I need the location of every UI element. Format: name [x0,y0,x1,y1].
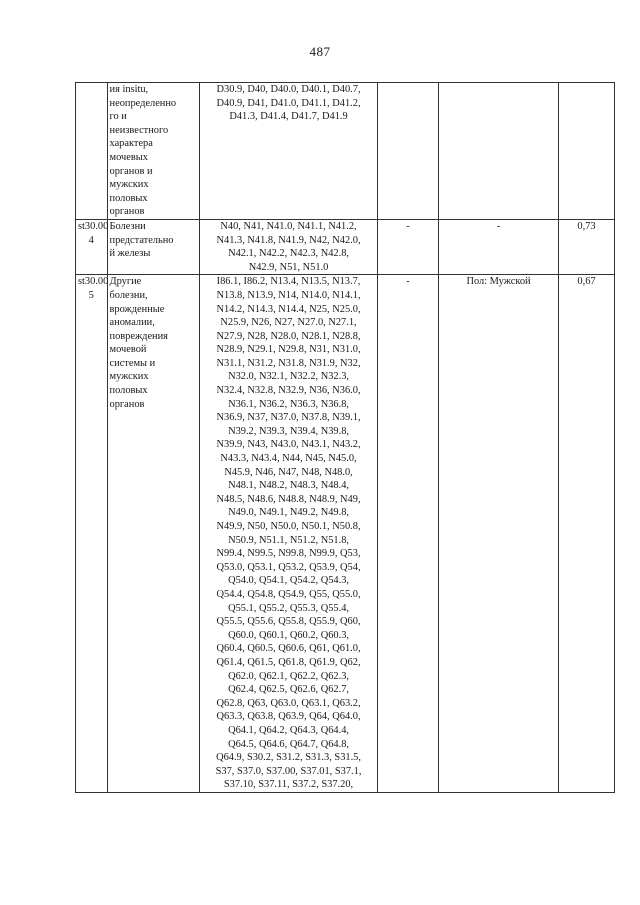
criteria-text: - [406,220,410,232]
ksg-code-cell [76,275,108,793]
ksg-name-text: ия insitu, неопределенно го и неизвестного характера мочевых органов и мужских половых органов [109,84,177,218]
criteria-cell [378,219,439,274]
icd-code-line: N32.0, N32.1, N32.2, N32.3, [228,371,349,383]
table-row [76,275,615,793]
icd-code-line: Q55.1, Q55.2, Q55.3, Q55.4, [228,602,349,614]
additional-criteria-text: Пол: Мужской [466,276,531,288]
icd-code-line: Q54.0, Q54.1, Q54.2, Q54.3, [228,575,349,587]
icd-code-line: Q61.4, Q61.5, Q61.8, Q61.9, Q62, [216,656,361,668]
icd-code-line: Q53.0, Q53.1, Q53.2, Q53.9, Q54, [216,561,361,573]
icd-code-line: N39.2, N39.3, N39.4, N39.8, [228,425,349,437]
icd-code-line: N99.4, N99.5, N99.8, N99.9, Q53, [216,548,361,560]
icd-code-line: N31.1, N31.2, N31.8, N31.9, N32, [216,357,361,369]
icd-code-line: N40, N41, N41.0, N41.1, N41.2, [220,220,357,232]
icd-code-line: N25.9, N26, N27, N27.0, N27.1, [220,317,357,329]
icd-code-line: N42.9, N51, N51.0 [248,261,329,273]
icd-code-line: N50.9, N51.1, N51.2, N51.8, [228,534,349,546]
criteria-cell [378,275,439,793]
icd-code-line: Q55.5, Q55.6, Q55.8, Q55.9, Q60, [216,616,361,628]
icd-code-line: Q64.1, Q64.2, Q64.3, Q64.4, [228,724,349,736]
icd-code-line: Q60.0, Q60.1, Q60.2, Q60.3, [228,629,349,641]
criteria-cell [378,83,439,220]
criteria-text: - [406,276,410,288]
ksg-table [75,82,615,793]
additional-criteria-text: - [496,220,501,232]
icd-code-line: N13.8, N13.9, N14, N14.0, N14.1, [216,289,361,301]
coefficient-cell [559,219,615,274]
icd-code-line: N48.1, N48.2, N48.3, N48.4, [228,480,349,492]
icd-code-line: N48.5, N48.6, N48.8, N48.9, N49, [216,493,361,505]
icd-code-line: N36.9, N37, N37.0, N37.8, N39.1, [216,412,361,424]
ksg-name-text: Болезни предстательно й железы [109,220,174,260]
icd-code-line: N42.1, N42.2, N42.3, N42.8, [228,248,349,260]
icd-code-line: D30.9, D40, D40.0, D40.1, D40.7, [216,84,361,95]
ksg-name-cell [107,219,200,274]
icd-code-line: Q64.9, S30.2, S31.2, S31.3, S31.5, [216,752,361,764]
icd-code-line: N28.9, N29.1, N29.8, N31, N31.0, [216,344,361,356]
icd-code-line: D41.3, D41.4, D41.7, D41.9 [229,111,348,123]
page-number: 487 [309,44,331,59]
icd-code-line: S37, S37.0, S37.00, S37.01, S37.1, [215,765,362,777]
icd-code-line: N27.9, N28, N28.0, N28.1, N28.8, [216,330,361,342]
icd-code-line: Q64.5, Q64.6, Q64.7, Q64.8, [228,738,349,750]
ksg-code-cell [76,219,108,274]
icd-code-line: Q62.0, Q62.1, Q62.2, Q62.3, [228,670,349,682]
ksg-name-cell [107,275,200,793]
icd-code-line: N49.9, N50, N50.0, N50.1, N50.8, [216,521,361,532]
table-row [76,219,615,274]
icd-code-line: Q62.8, Q63, Q63.0, Q63.1, Q63.2, [216,697,361,709]
coefficient-cell [559,275,615,793]
icd-code-line: Q54.4, Q54.8, Q54.9, Q55, Q55.0, [216,588,361,600]
icd-code-line: N39.9, N43, N43.0, N43.1, N43.2, [216,439,361,451]
table-row [76,83,615,220]
icd-code-line: N36.1, N36.2, N36.3, N36.8, [228,398,349,410]
icd-code-line: N49.0, N49.1, N49.2, N49.8, [228,507,349,519]
additional-criteria-cell [439,83,559,220]
ksg-code-cell [76,83,108,220]
icd-code-line: N43.3, N43.4, N44, N45, N45.0, [220,453,357,465]
coefficient-cell [559,83,615,220]
icd-codes-cell [200,219,378,274]
icd-code-line: N45.9, N46, N47, N48, N48.0, [224,466,353,478]
icd-codes-cell [200,275,378,793]
coefficient-text: 0,73 [577,220,596,232]
ksg-code-text: st30.00 5 [78,276,109,301]
icd-code-line: N41.3, N41.8, N41.9, N42, N42.0, [216,234,361,246]
icd-code-line: Q63.3, Q63.8, Q63.9, Q64, Q64.0, [216,711,361,723]
additional-criteria-cell [439,275,559,793]
ksg-code-text: st30.00 4 [78,220,109,246]
icd-code-line: N14.2, N14.3, N14.4, N25, N25.0, [216,303,361,315]
ksg-name-text: Другие болезни, врожденные аномалии, повреждения мочевой системы и мужских половых органов [109,276,168,410]
coefficient-text: 0,67 [577,276,596,288]
ksg-name-cell [107,83,200,220]
icd-code-line: Q60.4, Q60.5, Q60.6, Q61, Q61.0, [216,643,361,655]
additional-criteria-cell [439,219,559,274]
icd-code-line: S37.10, S37.11, S37.2, S37.20, [223,779,354,791]
icd-code-line: N32.4, N32.8, N32.9, N36, N36.0, [216,385,361,397]
icd-codes-cell [200,83,378,220]
icd-code-line: Q62.4, Q62.5, Q62.6, Q62.7, [228,684,349,696]
icd-code-line: I86.1, I86.2, N13.4, N13.5, N13.7, [216,276,361,288]
table-body [76,83,615,793]
icd-code-line: D40.9, D41, D41.0, D41.1, D41.2, [216,97,361,109]
